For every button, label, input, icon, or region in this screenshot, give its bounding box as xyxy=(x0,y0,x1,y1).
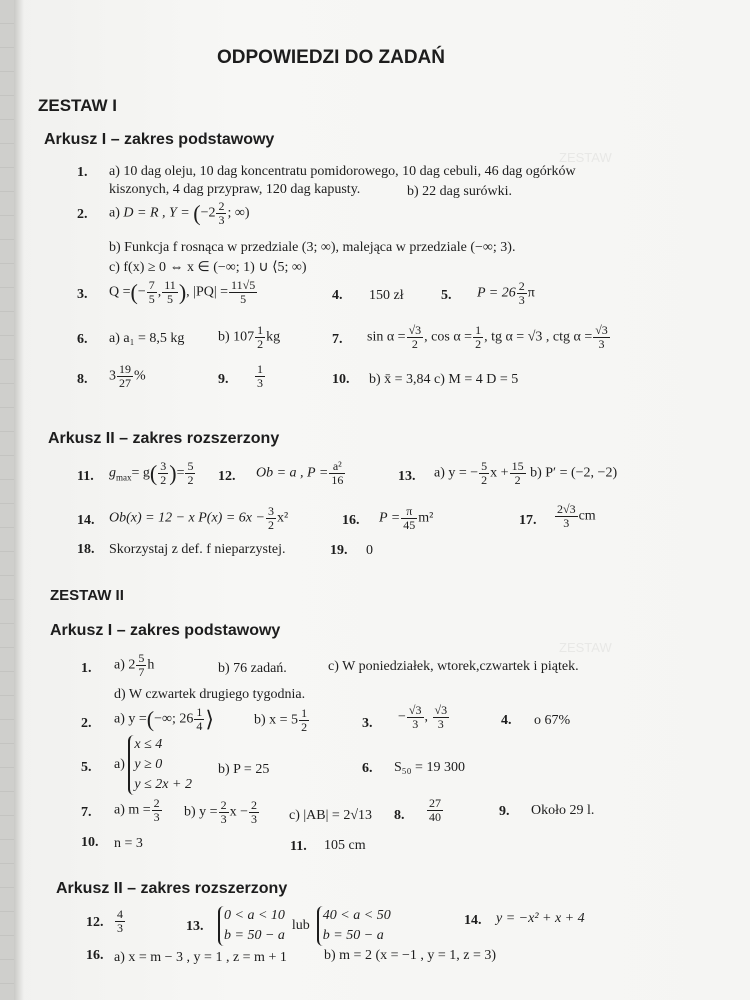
z1-q11-answer: $g_{max}= g$( $\frac{3}{2}$ )= $\frac{5}{2}$ xyxy=(109,459,194,487)
z2-q12-number: 12. xyxy=(86,915,104,930)
z2-q5-system: x ≤ 4 y ≥ 0 y ≤ 2x + 2 xyxy=(128,735,192,795)
z1-q16-answer: P = $\frac{\pi}{45}$ m² xyxy=(379,504,434,532)
z2-q2-part-a: a) y =(−∞; 26 $\frac{1}{4}$ ⟩ xyxy=(114,705,214,733)
z1-q10-answer: b) x̄ = 3,84 c) M = 4 D = 5 xyxy=(369,372,519,387)
z1-q10-number: 10. xyxy=(332,372,350,387)
page-title: ODPOWIEDZI DO ZADAŃ xyxy=(217,47,445,68)
z1-q9-number: 9. xyxy=(218,372,229,387)
z2-q5-part-a: a) x ≤ 4 y ≥ 0 y ≤ 2x + 2 xyxy=(114,735,192,795)
z1-q12-answer: Ob = a , P = $\frac{\text{a²}}{16}$ xyxy=(256,459,344,487)
z1-q4-answer: 150 zł xyxy=(369,288,404,303)
page-stack-edge xyxy=(0,0,14,1000)
z2-q3-number: 3. xyxy=(362,716,373,731)
z1-q2-part-c: c) f(x) ≥ 0 ⇔ x ∈ (−∞; 1) ∪ ⟨5; ∞) xyxy=(109,260,307,275)
bleed-through-text: ZESTAW xyxy=(559,150,612,165)
z2-q10-answer: n = 3 xyxy=(114,836,143,851)
z2-q1-part-b: b) 76 zadań. xyxy=(218,661,287,676)
z2-q4-number: 4. xyxy=(501,713,512,728)
zestaw-2-heading: ZESTAW II xyxy=(50,587,124,604)
z1-q2-number: 2. xyxy=(77,207,88,222)
z2-q13-number: 13. xyxy=(186,919,204,934)
z1-q8-answer: 3 $\frac{19}{27}$ % xyxy=(109,362,146,390)
z1-q1-line1: a) 10 dag oleju, 10 dag koncentratu pomidorowego, 10 dag cebuli, 46 dag ogórków xyxy=(109,164,576,179)
z2-q9-answer: Około 29 l. xyxy=(531,803,595,818)
z1-q5-number: 5. xyxy=(441,288,452,303)
z2-q16-part-a: a) x = m − 3 , y = 1 , z = m + 1 xyxy=(114,950,287,965)
z2-q16-part-b: b) m = 2 (x = −1 , y = 1, z = 3) xyxy=(324,948,497,963)
z2-q8-number: 8. xyxy=(394,808,405,823)
z2-q5-part-b: b) P = 25 xyxy=(218,762,270,777)
z2-q14-answer: y = −x² + x + 4 xyxy=(496,911,585,926)
z2-q12-answer: $\frac{4}{3}$ xyxy=(117,907,123,935)
z1-q7-answer: sin α = $\frac{√3}{2}$ , cos α = $\frac{1}{2}$ , tg α = √3 , ctg α = $\frac{√3}{3}$ xyxy=(367,323,608,351)
z2-q5-number: 5. xyxy=(81,760,92,775)
book-page xyxy=(14,0,750,1000)
z1-q13-answer: a) y = − $\frac{5}{2}$ x + $\frac{15}{2}$ b) P′ = (−2, −2) xyxy=(434,459,618,487)
z2-q6-number: 6. xyxy=(362,761,373,776)
z2-q1-part-d: d) W czwartek drugiego tygodnia. xyxy=(114,687,306,702)
bleed-through-text-2: ZESTAW xyxy=(559,640,612,655)
z1-q3-answer: Q =(− $\frac{7}{5}$ , $\frac{11}{5}$ ), |PQ| = $\frac{11√5}{5}$ xyxy=(109,278,256,306)
z1-q5-answer: P = 26 $\frac{2}{3}$ π xyxy=(477,279,535,307)
z1-q12-number: 12. xyxy=(218,469,236,484)
zestaw-1-arkusz-1-heading: Arkusz I – zakres podstawowy xyxy=(44,131,275,148)
z2-q7-part-b: b) y = $\frac{2}{3}$ x − $\frac{2}{3}$ xyxy=(184,798,257,826)
z2-q13-answer: 0 < a < 10 b = 50 − a lub 40 < a < 50 b = 50 − a xyxy=(218,906,391,946)
z2-q16-number: 16. xyxy=(86,948,104,963)
zestaw-1-arkusz-2-heading: Arkusz II – zakres rozszerzony xyxy=(48,430,280,447)
z2-q1-part-c: c) W poniedziałek, wtorek,czwartek i piątek. xyxy=(328,659,579,674)
z1-q18-number: 18. xyxy=(77,542,95,557)
z1-q9-answer: $\frac{1}{3}$ xyxy=(257,362,263,390)
z2-q9-number: 9. xyxy=(499,804,510,819)
z1-q13-number: 13. xyxy=(398,469,416,484)
z1-q8-number: 8. xyxy=(77,372,88,387)
z1-q19-number: 19. xyxy=(330,543,348,558)
z2-q6-answer: S₅₀ = 19 300 xyxy=(394,760,465,775)
z2-q14-number: 14. xyxy=(464,913,482,928)
z1-q19-answer: 0 xyxy=(366,543,373,558)
z2-q2-number: 2. xyxy=(81,716,92,731)
z2-q7-part-a: a) m = $\frac{2}{3}$ xyxy=(114,796,160,824)
z1-q6-part-b: b) 107 $\frac{1}{2}$ kg xyxy=(218,323,281,351)
zestaw-2-arkusz-2-heading: Arkusz II – zakres rozszerzony xyxy=(56,880,288,897)
z1-q11-number: 11. xyxy=(77,469,94,484)
z1-q6-number: 6. xyxy=(77,332,88,347)
z1-q14-answer: Ob(x) = 12 − x P(x) = 6x − $\frac{3}{2}$ x² xyxy=(109,504,289,532)
z2-q7-part-c: c) |AB| = 2√13 xyxy=(289,808,373,823)
z1-q14-number: 14. xyxy=(77,513,95,528)
zestaw-2-arkusz-1-heading: Arkusz I – zakres podstawowy xyxy=(50,622,281,639)
z1-q2-part-b: b) Funkcja f rosnąca w przedziale (3; ∞), malejąca w przedziale (−∞; 3). xyxy=(109,240,516,255)
z1-q4-number: 4. xyxy=(332,288,343,303)
z1-q2-part-a: a) D = R , Y = (−2 $\frac{2}{3}$ ; ∞) xyxy=(109,199,250,227)
z2-q11-answer: 105 cm xyxy=(324,838,366,853)
z1-q17-answer: $\frac{2√3}{3}$ cm xyxy=(557,502,596,530)
z1-q16-number: 16. xyxy=(342,513,360,528)
z1-q17-number: 17. xyxy=(519,513,537,528)
z1-q1-line2: kiszonych, 4 dag przypraw, 120 dag kapusty. xyxy=(109,182,361,197)
z2-q1-number: 1. xyxy=(81,661,92,676)
z2-q10-number: 10. xyxy=(81,835,99,850)
z1-q6-part-a: a) a₁ = 8,5 kg xyxy=(109,331,185,346)
z2-q8-answer: $\frac{27}{40}$ xyxy=(429,796,441,824)
z1-q3-number: 3. xyxy=(77,287,88,302)
z2-q4-answer: o 67% xyxy=(534,713,571,728)
z2-q2-part-b: b) x = 5 $\frac{1}{2}$ xyxy=(254,706,308,734)
z2-q3-answer: − $\frac{√3}{3}$ , $\frac{√3}{3}$ xyxy=(398,703,448,731)
z2-q7-number: 7. xyxy=(81,805,92,820)
zestaw-1-heading: ZESTAW I xyxy=(38,96,118,115)
z1-q7-number: 7. xyxy=(332,332,343,347)
z1-q1-number: 1. xyxy=(77,165,88,180)
z1-q1-part-b: b) 22 dag surówki. xyxy=(407,184,512,199)
z1-q18-answer: Skorzystaj z def. f nieparzystej. xyxy=(109,542,286,557)
z2-q1-part-a: a) 2 $\frac{5}{7}$ h xyxy=(114,651,155,679)
z2-q11-number: 11. xyxy=(290,839,307,854)
